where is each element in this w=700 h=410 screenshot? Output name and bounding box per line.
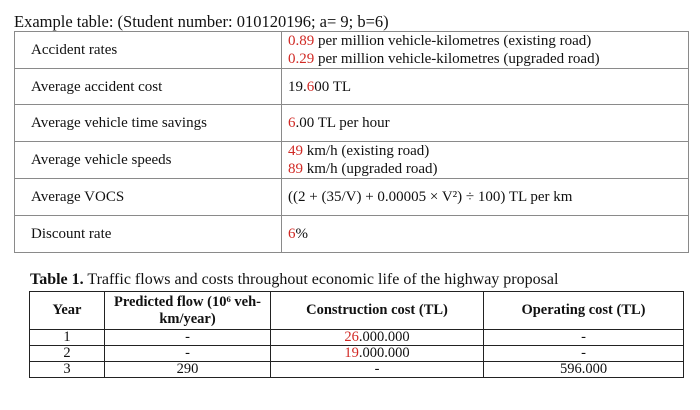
row-value: ((2 + (35/V) + 0.00005 × V²) ÷ 100) TL per km — [282, 179, 689, 216]
cell-operating: - — [484, 330, 684, 346]
table-row — [15, 105, 689, 142]
row-value: 49 km/h (existing road) 89 km/h (upgraded road) — [282, 142, 689, 179]
row-value: 6.00 TL per hour — [282, 105, 689, 142]
page-heading: Example table: (Student number: 010120196; a= 9; b=6) — [14, 12, 389, 31]
row-label: Average VOCS — [15, 179, 282, 216]
row-value: 6% — [282, 216, 689, 253]
cell-operating: - — [484, 346, 684, 362]
example-table — [14, 31, 689, 253]
table-row — [15, 69, 689, 105]
header-construction: Construction cost (TL) — [271, 292, 484, 330]
cell-year: 1 — [30, 330, 105, 346]
cell-construction: - — [271, 362, 484, 378]
row-value: 19.600 TL — [282, 69, 689, 105]
table-row — [15, 216, 689, 253]
cell-construction: 19.000.000 — [271, 346, 484, 362]
cell-flow: - — [105, 330, 271, 346]
cell-operating: 596.000 — [484, 362, 684, 378]
row-label: Accident rates — [15, 32, 282, 69]
row-label: Discount rate — [15, 216, 282, 253]
table-row — [30, 346, 684, 362]
header-year: Year — [30, 292, 105, 330]
table-row — [30, 330, 684, 346]
row-label: Average vehicle speeds — [15, 142, 282, 179]
row-value: 0.89 per million vehicle-kilometres (existing road) 0.29 per million vehicle-kilometres (upgraded road) — [282, 32, 689, 69]
table-header-row — [30, 292, 684, 330]
cell-year: 2 — [30, 346, 105, 362]
row-label: Average vehicle time savings — [15, 105, 282, 142]
cell-year: 3 — [30, 362, 105, 378]
header-operating: Operating cost (TL) — [484, 292, 684, 330]
table-row — [15, 179, 689, 216]
table1 — [29, 291, 684, 378]
table1-caption: Table 1. Traffic flows and costs throughout economic life of the highway proposal — [30, 271, 559, 288]
cell-construction: 26.000.000 — [271, 330, 484, 346]
cell-flow: - — [105, 346, 271, 362]
table-row — [15, 32, 689, 69]
row-label: Average accident cost — [15, 69, 282, 105]
table-row — [30, 362, 684, 378]
table-row — [15, 142, 689, 179]
cell-flow: 290 — [105, 362, 271, 378]
header-flow: Predicted flow (10⁶ veh- km/year) — [105, 292, 271, 330]
